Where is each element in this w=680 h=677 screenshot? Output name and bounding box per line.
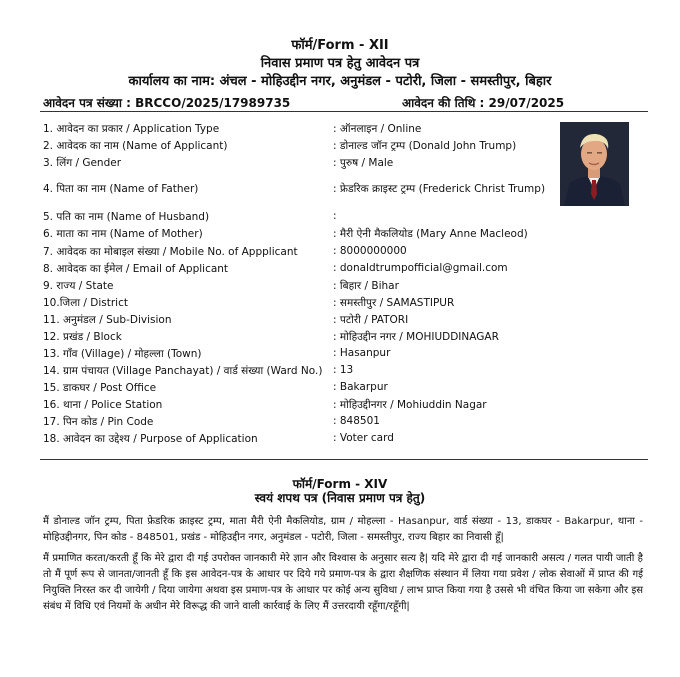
field-value: : Bakarpur [333,381,388,393]
field-label: 7. आवेदक का मोबाइल संख्या / Mobile No. of Appplicant [43,246,298,258]
form-title: फॉर्म/Form - XII [291,38,389,53]
field-value: : मोहिउद्दीन नगर / MOHIUDDINAGAR [333,331,499,343]
field-label: 16. थाना / Police Station [43,399,163,411]
application-number: आवेदन पत्र संख्या : BRCCO/2025/17989735 [43,96,291,110]
affidavit-form-title: फॉर्म/Form - XIV [292,477,388,491]
application-date: आवेदन की तिथि : 29/07/2025 [402,96,565,110]
applicant-portrait [560,122,629,206]
field-value: : [333,210,337,222]
field-value: : 13 [333,364,354,376]
field-value: : ऑनलाइन / Online [333,123,422,135]
field-value: : Voter card [333,432,394,444]
field-value: : पुरुष / Male [333,157,394,169]
field-label: 2. आवेदक का नाम (Name of Applicant) [43,140,228,152]
field-label: 9. राज्य / State [43,280,114,292]
field-value: : फ्रेडरिक क्राइस्ट ट्रम्प (Frederick Christ Trump) [333,183,546,195]
field-label: 15. डाकघर / Post Office [43,382,157,394]
field-value: : 8000000000 [333,245,407,257]
field-label: 11. अनुमंडल / Sub-Division [43,314,172,326]
field-value: : 848501 [333,415,380,427]
field-value: : donaldtrumpofficial@gmail.com [333,262,508,274]
field-value: : मोहिउद्दीनगर / Mohiuddin Nagar [333,399,487,411]
field-value: : बिहार / Bihar [333,280,399,292]
affidavit-paragraph-residence: मैं डोनाल्ड जॉन ट्रम्प, पिता फ्रेडरिक क्राइस्ट ट्रम्प, माता मैरी ऐनी मैकलियोड, ग्राम / मोहल्ला - Hasanpur, वार्ड संख्या - 13, डाकघर - Bakarpur, थाना - मोहिउद्दीनगर, पिन कोड - 848501, प्रखंड - मोहिउद्दीन नगर, अनुमंडल - पटोरी, जिला - समस्तीपुर, राज्य बिहार का निवासी हूँ| [43,516,643,543]
office-name: कार्यालय का नाम: अंचल - मोहिउद्दीन नगर, अनुमंडल - पटोरी, जिला - समस्तीपुर, बिहार [128,74,552,89]
field-label: 4. पिता का नाम (Name of Father) [43,183,199,195]
field-label: 3. लिंग / Gender [43,157,122,169]
field-value: : समस्तीपुर / SAMASTIPUR [333,297,455,309]
field-label: 13. गाँव (Village) / मोहल्ला (Town) [43,348,202,360]
form-subtitle: निवास प्रमाण पत्र हेतु आवेदन पत्र [260,56,420,71]
field-value: : मैरी ऐनी मैकलियोड (Mary Anne Macleod) [333,228,528,240]
field-label: 8. आवेदक का ईमेल / Email of Applicant [43,263,229,275]
applicant-photo [560,122,629,206]
affidavit-paragraph-declaration: मैं प्रमाणित करता/करती हूँ कि मेरे द्वारा दी गई उपरोक्त जानकारी मेरे ज्ञान और विश्वास के अनुसार सत्य है| यदि मेरे द्वारा दी गई जानकारी असत्य / गलत पायी जाती है तो मैं पूर्ण रूप से जानता/जानती हूँ कि इस आवेदन-पत्र के आधार पर दिये गये प्रमाण-पत्र के द्वारा शैक्षणिक संस्थान में लिया गया प्रवेश / लोक सेवाओं में प्राप्त की गई नियुक्ति निरस्त कर दी जायेगी / दिया जायेगा अथवा इस प्रमाण-पत्र के आधार पर कोई अन्य सुविधा / लाभ प्राप्त किया गया है उससे भी वंचित किया जा सकेगा और इस संबंध में विधि एवं नियमों के अधीन मेरे विरूद्ध की जाने वाली कार्रवाई के लिए मैं उत्तरदायी रहूँगा/रहूँगी| [43,553,643,612]
field-label: 12. प्रखंड / Block [43,331,122,343]
field-label: 1. आवेदन का प्रकार / Application Type [43,123,220,135]
field-label: 5. पति का नाम (Name of Husband) [43,211,210,223]
field-value: : डोनाल्ड जॉन ट्रम्प (Donald John Trump) [333,140,517,152]
field-label: 14. ग्राम पंचायत (Village Panchayat) / वार्ड संख्या (Ward No.) [43,365,323,377]
header-divider [40,111,648,112]
affidavit-subtitle: स्वयं शपथ पत्र (निवास प्रमाण पत्र हेतु) [254,491,426,505]
field-value: : पटोरी / PATORI [333,314,409,326]
field-label: 6. माता का नाम (Name of Mother) [43,228,203,240]
field-label: 17. पिन कोड / Pin Code [43,416,154,428]
section-divider [40,459,648,460]
field-value: : Hasanpur [333,347,391,359]
field-label: 10.जिला / District [43,297,128,309]
field-label: 18. आवेदन का उद्देश्य / Purpose of Application [43,433,258,445]
